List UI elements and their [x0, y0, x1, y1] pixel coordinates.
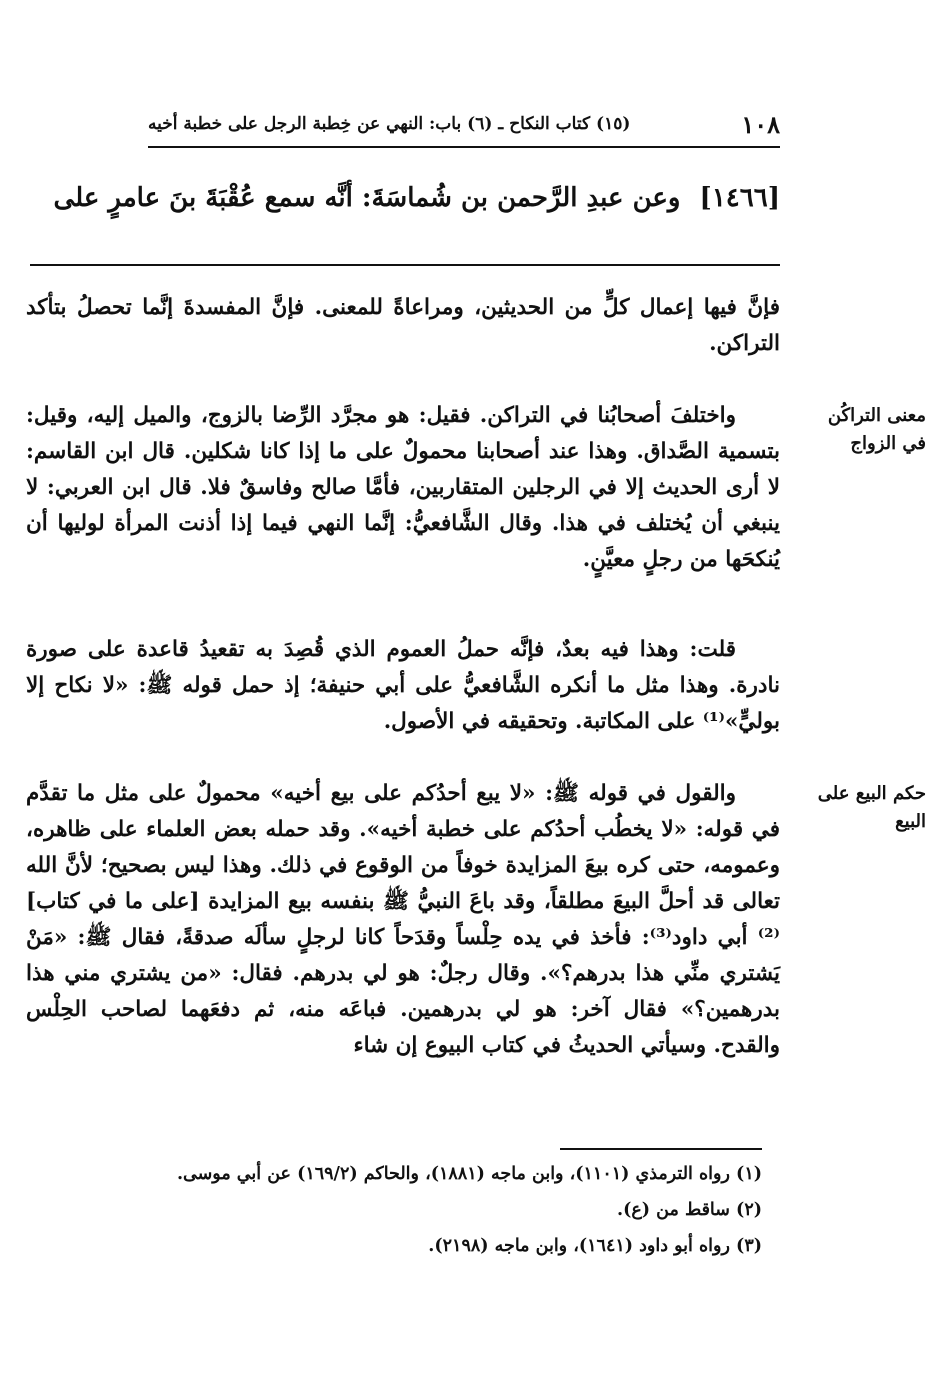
- page-number: ١٠٨: [741, 110, 780, 139]
- running-head: (١٥) كتاب النكاح ـ (٦) باب: النهي عن خِطبة الرجل على خطبة أخيه: [148, 114, 631, 134]
- footnotes: [176, 1156, 762, 1264]
- side-note-marriage: معنى التراكُن في الزواج: [827, 405, 926, 454]
- page-header: [148, 108, 780, 142]
- footnote-1: (١) رواه الترمذي (١١٠١)، وابن ماجه (١٨٨١)، والحاكم (١٦٩/٢) عن أبي موسى.: [176, 1164, 762, 1184]
- footnote-3: (٣) رواه أبو داود (١٦٤١)، وابن ماجه (٢١٩٨).: [428, 1236, 762, 1256]
- side-note-sale: حكم البيع على البيع: [817, 783, 926, 832]
- commentary-paragraph-4: والقول في قوله ﷺ: «لا يبع أحدُكم على بيع أخيه» محمولٌ على مثل ما تقدَّم في قوله: «لا يخطُب أحدُكم على خطبة أخيه». وقد حمله بعض العلماء على ظاهره، وعمومه، حتى كره بيعَ المزايدة خوفاً من الوقوع في ذلك. وهذا ليس بصحيح؛ لأنَّ الله تعالى قد أحلَّ البيعَ مطلقاً، وقد باعَ النبيُّ ﷺ بنفسه بيع المزايدة [على ما في كتاب]⁽²⁾ أبي داود⁽³⁾: فأخذ في يده حِلْساً وقدَحاً كانا لرجلٍ سألَه صدقةً، فقال ﷺ: «مَنْ يَشتري منِّي هذا بدرهم؟». وقال رجلٌ: هو لي بدرهم. فقال: «من يشتري مني هذا بدرهمين؟» فقال آخر: هو لي بدرهمين. فباعَه منه، ثم دفعَهما لصاحب الحِلْس والقدح. وسيأتي الحديثُ في كتاب البيوع إن شاء: [26, 781, 780, 1058]
- header-rule: [148, 146, 780, 148]
- footnote-2: (٢) ساقط من (ع).: [616, 1200, 762, 1220]
- hadith-text: [28, 174, 780, 222]
- commentary-paragraph-3: قلت: وهذا فيه بعدٌ، فإنَّه حملُ العموم الذي قُصِدَ به تقعيدُ قاعدة على صورة نادرة. وهذا مثل ما أنكره الشَّافعيُّ على أبي حنيفة؛ إذ حمل قوله ﷺ: «لا نكاح إلا بوليٍّ»⁽¹⁾ على المكاتبة. وتحقيقه في الأصول.: [26, 637, 780, 734]
- commentary-rule: [30, 264, 780, 266]
- commentary-paragraph-1: فإنَّ فيها إعمال كلٍّ من الحديثين، ومراعاةً للمعنى. فإنَّ المفسدةَ إنَّما تحصلُ بتأكد التراكن.: [26, 295, 780, 356]
- commentary-paragraph-2: واختلفَ أصحابُنا في التراكن. فقيل: هو مجرَّد الرِّضا بالزوج، والميل إليه، وقيل: بتسمية الصَّداق. وهذا عند أصحابنا محمولٌ على ما إذا كانا شكلين. قال ابن القاسم: لا أرى الحديث إلا في الرجلين المتقاربين، فأمَّا صالح وفاسقٌ فلا. قال ابن العربي: لا ينبغي أن يُختلف في هذا. وقال الشَّافعيُّ: إنَّما النهي فيما إذا أذنت المرأة لوليها أن يُنكحَها من رجلٍ معيَّنٍ.: [26, 403, 780, 572]
- hadith-body: وعن عبدِ الرَّحمن بن شُماسَةَ: أنَّه سمع عُقْبَةَ بنَ عامرٍ على: [53, 183, 681, 213]
- footnote-rule: [560, 1148, 762, 1150]
- hadith-number: [١٤٦٦]: [699, 183, 780, 213]
